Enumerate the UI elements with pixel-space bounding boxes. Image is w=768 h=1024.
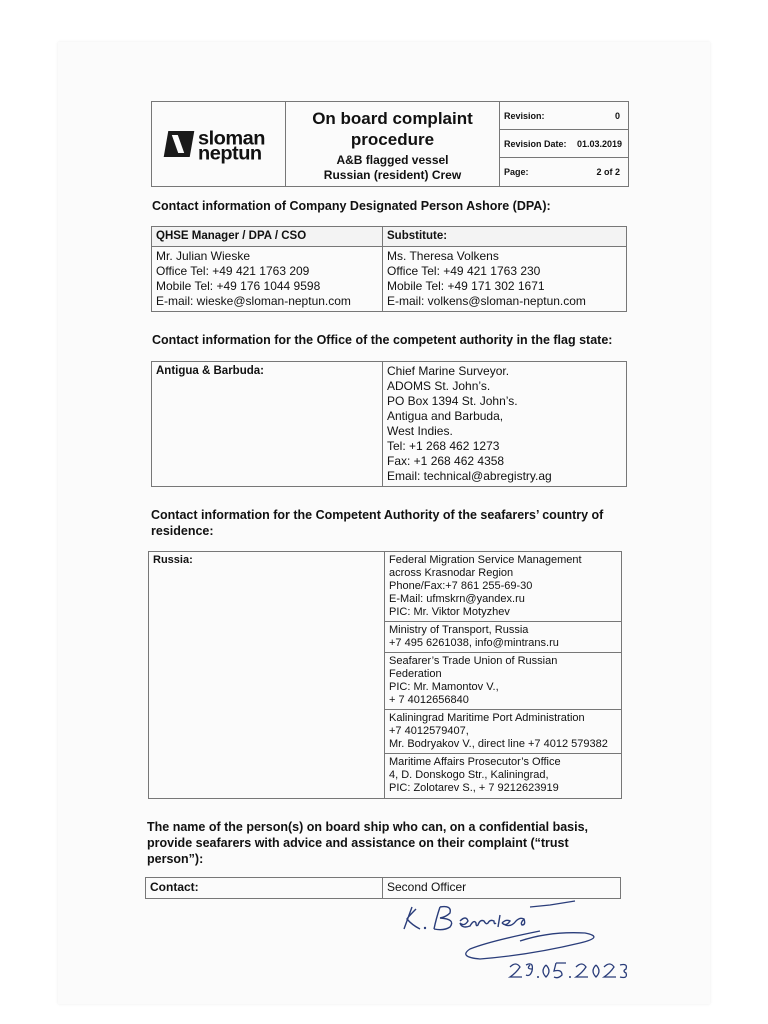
page-value: 2 of 2 xyxy=(596,167,620,177)
flag-state-section-title: Contact information for the Office of the competent authority in the flag state: xyxy=(152,333,613,347)
dpa-primary-mobile-tel: Mobile Tel: +49 176 1044 9598 xyxy=(156,279,321,293)
flag-state-fax: Fax: +1 268 462 4358 xyxy=(387,454,505,468)
entry-line: Federation xyxy=(389,668,442,680)
dpa-substitute-mobile-tel: Mobile Tel: +49 171 302 1671 xyxy=(387,279,545,293)
document-title-line1: On board complaint xyxy=(312,109,473,128)
entry-line: + 7 4012656840 xyxy=(389,694,469,706)
dpa-header-primary: QHSE Manager / DPA / CSO xyxy=(152,227,383,247)
document-subtitle-line1: A&B flagged vessel xyxy=(336,153,449,167)
dpa-substitute-contact xyxy=(383,247,627,312)
residence-entry xyxy=(385,552,622,622)
dpa-substitute-name: Ms. Theresa Volkens xyxy=(387,249,499,263)
title-cell xyxy=(286,102,500,187)
flag-state-contact xyxy=(383,362,627,487)
flag-state-line: West Indies. xyxy=(387,424,453,438)
dpa-table xyxy=(151,226,627,312)
residence-label: Russia: xyxy=(149,552,385,799)
flag-state-tel: Tel: +1 268 462 1273 xyxy=(387,439,500,453)
trust-section-title-line1: The name of the person(s) on board ship who can, on a confidential basis, xyxy=(147,820,589,834)
flag-state-label: Antigua & Barbuda: xyxy=(152,362,383,487)
entry-line: Maritime Affairs Prosecutor’s Office xyxy=(389,756,561,768)
trust-section-title-line3: person”): xyxy=(147,852,204,866)
residence-entry xyxy=(385,754,622,799)
revision-cell xyxy=(499,102,628,187)
dpa-primary-email: E-mail: wieske@sloman-neptun.com xyxy=(156,294,351,308)
dpa-header-substitute: Substitute: xyxy=(383,227,627,247)
entry-line: Federal Migration Service Management xyxy=(389,554,582,566)
dpa-substitute-office-tel: Office Tel: +49 421 1763 230 xyxy=(387,264,541,278)
residence-entry xyxy=(385,710,622,754)
flag-state-line: ADOMS St. John’s. xyxy=(387,379,491,393)
dpa-primary-name: Mr. Julian Wieske xyxy=(156,249,251,263)
trust-section-title-line2: provide seafarers with advice and assistance on their complaint (“trust xyxy=(147,836,569,850)
entry-line: Kaliningrad Maritime Port Administration xyxy=(389,712,585,724)
dpa-primary-office-tel: Office Tel: +49 421 1763 209 xyxy=(156,264,310,278)
flag-state-line: Chief Marine Surveyor. xyxy=(387,364,510,378)
residence-entry xyxy=(385,622,622,653)
flag-state-email: Email: technical@abregistry.ag xyxy=(387,469,552,483)
handwritten-signature xyxy=(390,897,650,987)
entry-line: Mr. Bodryakov V., direct line +7 4012 579382 xyxy=(389,738,608,750)
logo-cell xyxy=(152,102,286,187)
entry-line: +7 4012579407, xyxy=(389,725,469,737)
logo-word-2: neptun xyxy=(198,143,262,165)
logo-word-1: sloman xyxy=(198,128,266,150)
residence-section-title-line2: residence: xyxy=(151,524,214,538)
entry-line: 4, D. Donskogo Str., Kaliningrad, xyxy=(389,769,549,781)
company-logo xyxy=(152,102,285,186)
entry-line: PIC: Zolotarev S., + 7 9212623919 xyxy=(389,782,559,794)
entry-line: PIC: Mr. Mamontov V., xyxy=(389,681,499,693)
dpa-section-title: Contact information of Company Designated Person Ashore (DPA): xyxy=(152,199,551,213)
entry-line: +7 495 6261038, info@mintrans.ru xyxy=(389,637,559,649)
trust-contact-label: Contact: xyxy=(146,878,383,899)
document-header xyxy=(151,101,629,187)
trust-contact-table xyxy=(145,877,621,899)
logo-mark-icon xyxy=(164,131,195,157)
revision-label: Revision: xyxy=(503,111,545,121)
revision-row xyxy=(500,102,628,129)
flag-state-line: PO Box 1394 St. John’s. xyxy=(387,394,518,408)
revision-date-value: 01.03.2019 xyxy=(576,139,622,149)
page-row xyxy=(500,157,628,185)
entry-line: PIC: Mr. Viktor Motyzhev xyxy=(389,606,510,618)
dpa-primary-contact xyxy=(152,247,383,312)
entry-line: across Krasnodar Region xyxy=(389,567,514,579)
flag-state-line: Antigua and Barbuda, xyxy=(387,409,504,423)
trust-contact-value: Second Officer xyxy=(383,878,621,899)
document-subtitle-line2: Russian (resident) Crew xyxy=(323,168,462,182)
dpa-substitute-email: E-mail: volkens@sloman-neptun.com xyxy=(387,294,586,308)
revision-date-label: Revision Date: xyxy=(503,139,567,149)
entry-line: Seafarer’s Trade Union of Russian xyxy=(389,655,558,667)
revision-value: 0 xyxy=(614,111,620,121)
entry-email: E-Mail: ufmskrn@yandex.ru xyxy=(389,593,525,605)
residence-table xyxy=(148,551,622,799)
page-label: Page: xyxy=(503,167,529,177)
entry-line: Ministry of Transport, Russia xyxy=(389,624,529,636)
flag-state-table xyxy=(151,361,627,487)
document-title-line2: procedure xyxy=(350,130,435,149)
revision-date-row xyxy=(500,129,628,157)
residence-section-title-line1: Contact information for the Competent Authority of the seafarers’ country of xyxy=(151,508,604,522)
residence-entry xyxy=(385,653,622,710)
entry-line: Phone/Fax:+7 861 255-69-30 xyxy=(389,580,533,592)
